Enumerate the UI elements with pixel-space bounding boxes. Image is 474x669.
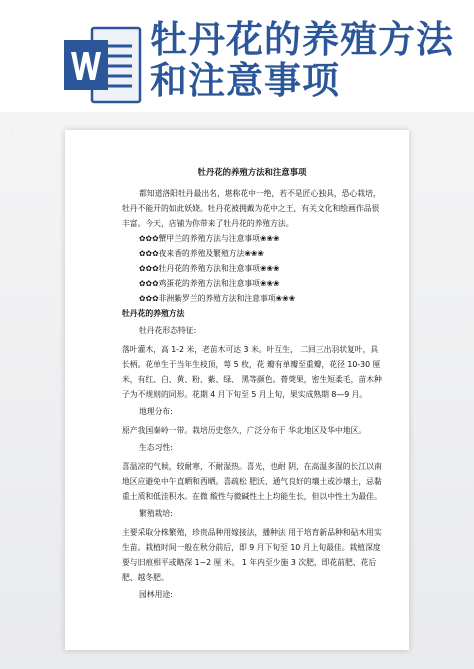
toc-item[interactable]: ✿✿✿夜来香的养殖及繁殖方法❀❀❀ [139,249,264,258]
word-icon [62,24,142,106]
document-title: 牡丹花的养殖方法和注意事项 [197,167,307,177]
document-content [122,166,382,606]
subsection-label: 生态习性: [139,443,173,452]
subsection-paragraph: 主要采取分株繁殖，珍贵品种用嫁接法，播种法 用于培育新品种和砧木用实生苗。栽植时间一般在秋分前后，即 9 月下旬至 10 月上旬最佳。栽植深度要与旧痕相平或略深 1~2 厘 米。 1 年内至少施 3 次肥，即花前肥、花后肥、越冬肥。 [122,528,382,582]
intro-paragraph: 都知道洛阳牡丹最出名，堪称花中一绝，若不是匠心独具，恐心栽培，牡丹不能开的如此妖娆。牡丹花被拥戴为花中之王，有关文化和绘画作品很丰富。今天，店铺为你带来了牡丹花的养殖方法。 [122,189,381,228]
subsection-paragraph: 喜温凉的气候，较耐寒，不耐湿热。喜光，也耐 阴，在高温多湿的长江以南地区应避免中午直晒和西晒。喜疏松 肥沃、通气良好的壤土或沙壤土，忌黏重土质和低洼积水。在微 酸性与微碱性土上均能生长，但以中性土为最佳。 [122,462,382,501]
document-page [65,130,409,650]
subsection-label: 牡丹花形态特征: [139,326,197,335]
subsection-paragraph: 落叶灌木，高 1-2 米，老苗木可达 3 米。叶互生， 二回三出羽状复叶，具长柄。花单生于当年生枝顶，萼 5 枚，花 瓣有单瓣至重瓣，花径 10-30 厘米，有红、白、黄、粉、紫、绿、 黑等颜色。蓇葖果，密生短柔毛，苗木种子为不规则的同形。花期 4 月下旬至 5 月上旬，果实成熟期 8—9 月。 [122,345,382,399]
section-heading: 牡丹花的养殖方法 [122,309,185,318]
subsection-label: 地理分布: [139,407,173,416]
subsection-paragraph: 原产我国秦岭一带。栽培历史悠久，广泛分布于 华北地区及华中地区。 [122,426,367,435]
toc-list [122,231,382,306]
toc-item[interactable]: ✿✿✿牡丹花的养殖方法和注意事项❀❀❀ [139,264,280,273]
header-banner [0,0,474,112]
watermark-text: · · · · [10,130,38,140]
toc-item[interactable]: ✿✿✿蟹甲兰的养殖方法与注意事项❀❀❀ [139,234,280,243]
subsection-label: 繁殖栽培: [139,509,173,518]
subsection-label: 园林用途: [139,590,173,599]
banner-title-line-1: 牡丹花的养殖方法 [150,18,454,61]
toc-item[interactable]: ✿✿✿非洲紫罗兰的养殖方法和注意事项❀❀❀ [139,294,296,303]
banner-title-line-2: 和注意事项 [150,59,340,102]
toc-item[interactable]: ✿✿✿鸡蛋花的养殖方法和注意事项❀❀❀ [139,279,280,288]
